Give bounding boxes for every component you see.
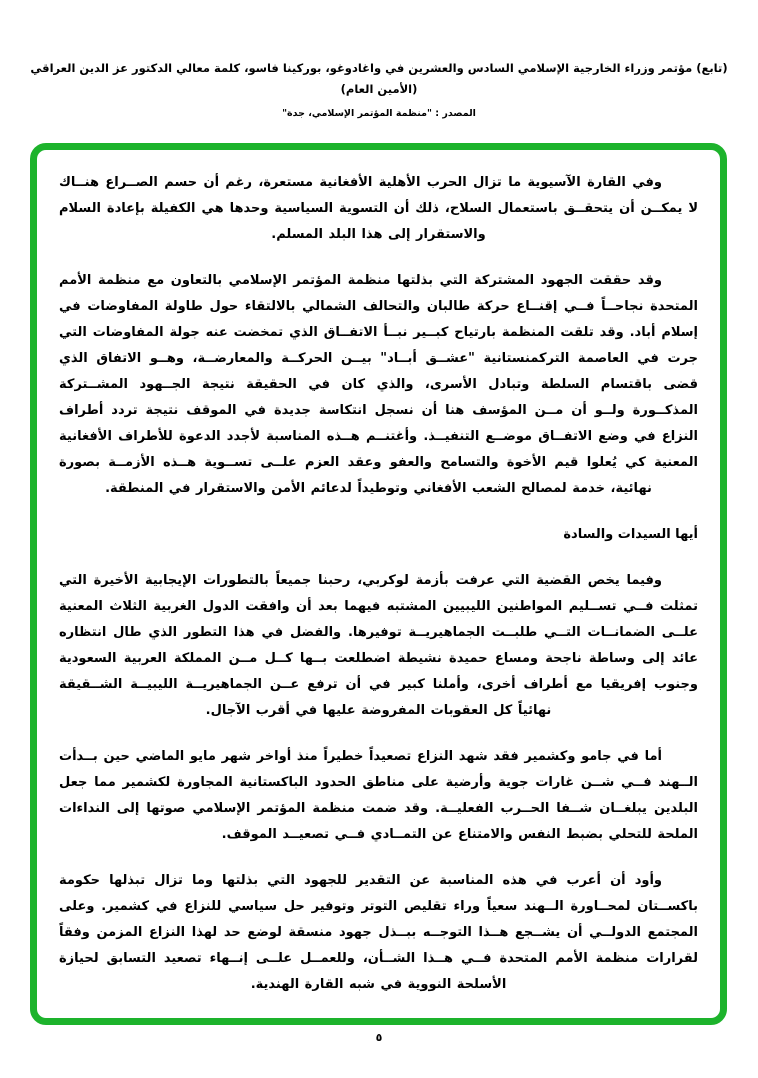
paragraph-bosnia	[59, 1018, 698, 1025]
paragraph-kashmir: أما في جامو وكشمير فقد شهد النزاع تصعيداً خطيراً منذ أواخر شهر مايو الماضي حين بــدأت الــهند فــي شــن غارات جوية وأرضية على مناطق الحدود الباكستانية المجاورة لكشمير مما جعل البلدين يبلغــان شــفا الحــرب الفعليــة. وقد ضمت منظمة المؤتمر الإسلامي صوتها إلى النداءات الملحة للتحلي بضبط النفس والامتناع عن التمــادي فــي تصعيــد الموقف.	[59, 749, 698, 842]
paragraph-joint-efforts: وقد حققت الجهود المشتركة التي بذلتها منظمة المؤتمر الإسلامي بالتعاون مع منظمة الأمم المتحدة نجاحــاً فــي إقنــاع حركة طالبان والتحالف الشمالي بالالتقاء حول طاولة المفاوضات في إسلام أباد. وقد تلقت المنظمة بارتياح كبــير نبــأ الاتفــاق الذي تمخضت عنه جولة المفاوضات التي جرت في العاصمة التركمنستانية "عشــق أبــاد" بيــن الحركــة والمعارضــة، وهــو الاتفاق الذي قضى باقتسام السلطة وتبادل الأسرى، والذي كان في الحقيقة نتيجة الجــهود المشــتركة المذكــورة ولــو أن مــن المؤسف هنا أن نسجل انتكاسة جديدة في الموقف نتيجة تردد أطراف النزاع في وضع الاتفــاق موضــع التنفيــذ. وأغتنــم هــذه المناسبة لأجدد الدعوة للأطراف الأفغانية المعنية كي يُعلوا قيم الأخوة والتسامح والعفو وعقد العزم علــى تســوية هــذه الأزمــة بصورة نهائية، خدمة لمصالح الشعب الأفغاني وتوطيداً لدعائم الأمن والاستقرار في المنطقة.	[59, 273, 698, 496]
paragraph-pakistan-efforts: وأود أن أعرب في هذه المناسبة عن التقدير للجهود التي بذلتها وما تزال تبذلها حكومة باكســتان لمحــاورة الــهند سعياً وراء تقليص التوتر وتوفير حل سياسي للنزاع في كشمير. وعلى المجتمع الدولــي أن يشــجع هــذا التوجــه ببــذل جهود منسقة لوضع حد لهذا النزاع المزمن وفقاً لقرارات منظمة الأمم المتحدة فــي هــذا الشــأن، وللعمــل علــى إنــهاء تصعيد التسابق لحيازة الأسلحة النووية في شبه القارة الهندية.	[59, 873, 698, 992]
page-header	[28, 58, 730, 119]
salutation-line: أيها السيدات والسادة	[563, 527, 698, 542]
document-frame	[30, 143, 727, 1025]
page-number: ٥	[375, 1031, 383, 1044]
paragraph-afghan-war: وفي القارة الآسيوية ما تزال الحرب الأهلية الأفغانية مستعرة، رغم أن حسم الصــراع هنــاك لا يمكــن أن يتحقــق باستعمال السلاح، ذلك أن التسوية السياسية وحدها هي الكفيلة بإعادة السلام والاستقرار إلى هذا البلد المسلم.	[59, 175, 698, 242]
paragraph-lockerbie: وفيما يخص القضية التي عرفت بأزمة لوكربي، رحبنا جميعاً بالتطورات الإيجابية الأخيرة التي تمثلت فــي تســليم المواطنين الليبيين المشتبه فيهما بعد أن وافقت الدول الغربية الثلاث المعنية علــى الضمانــات التــي طلبــت الجماهيريــة توفيرها. والفضل في هذا التطور الذي طال انتظاره عائد إلى وساطة ناجحة ومساع حميدة نشيطة اضطلعت بــها كــل مــن المملكة العربية السعودية وجنوب إفريقيا مع أطراف أخرى، وأملنا كبير في أن ترفع عــن الجماهيريــة الليبيــة الشــقيقة نهائياً كل العقوبات المفروضة عليها في أقرب الآجال.	[59, 573, 698, 718]
source-line: المصدر : "منظمة المؤتمر الإسلامي، جدة"	[282, 108, 476, 120]
document-title: (تابع) مؤتمر وزراء الخارجية الإسلامي السادس والعشرين في واغادوغو، بوركينا فاسو، كلمة معالي الدكتور عز الدين العراقي (الأمين العام)	[30, 61, 728, 96]
